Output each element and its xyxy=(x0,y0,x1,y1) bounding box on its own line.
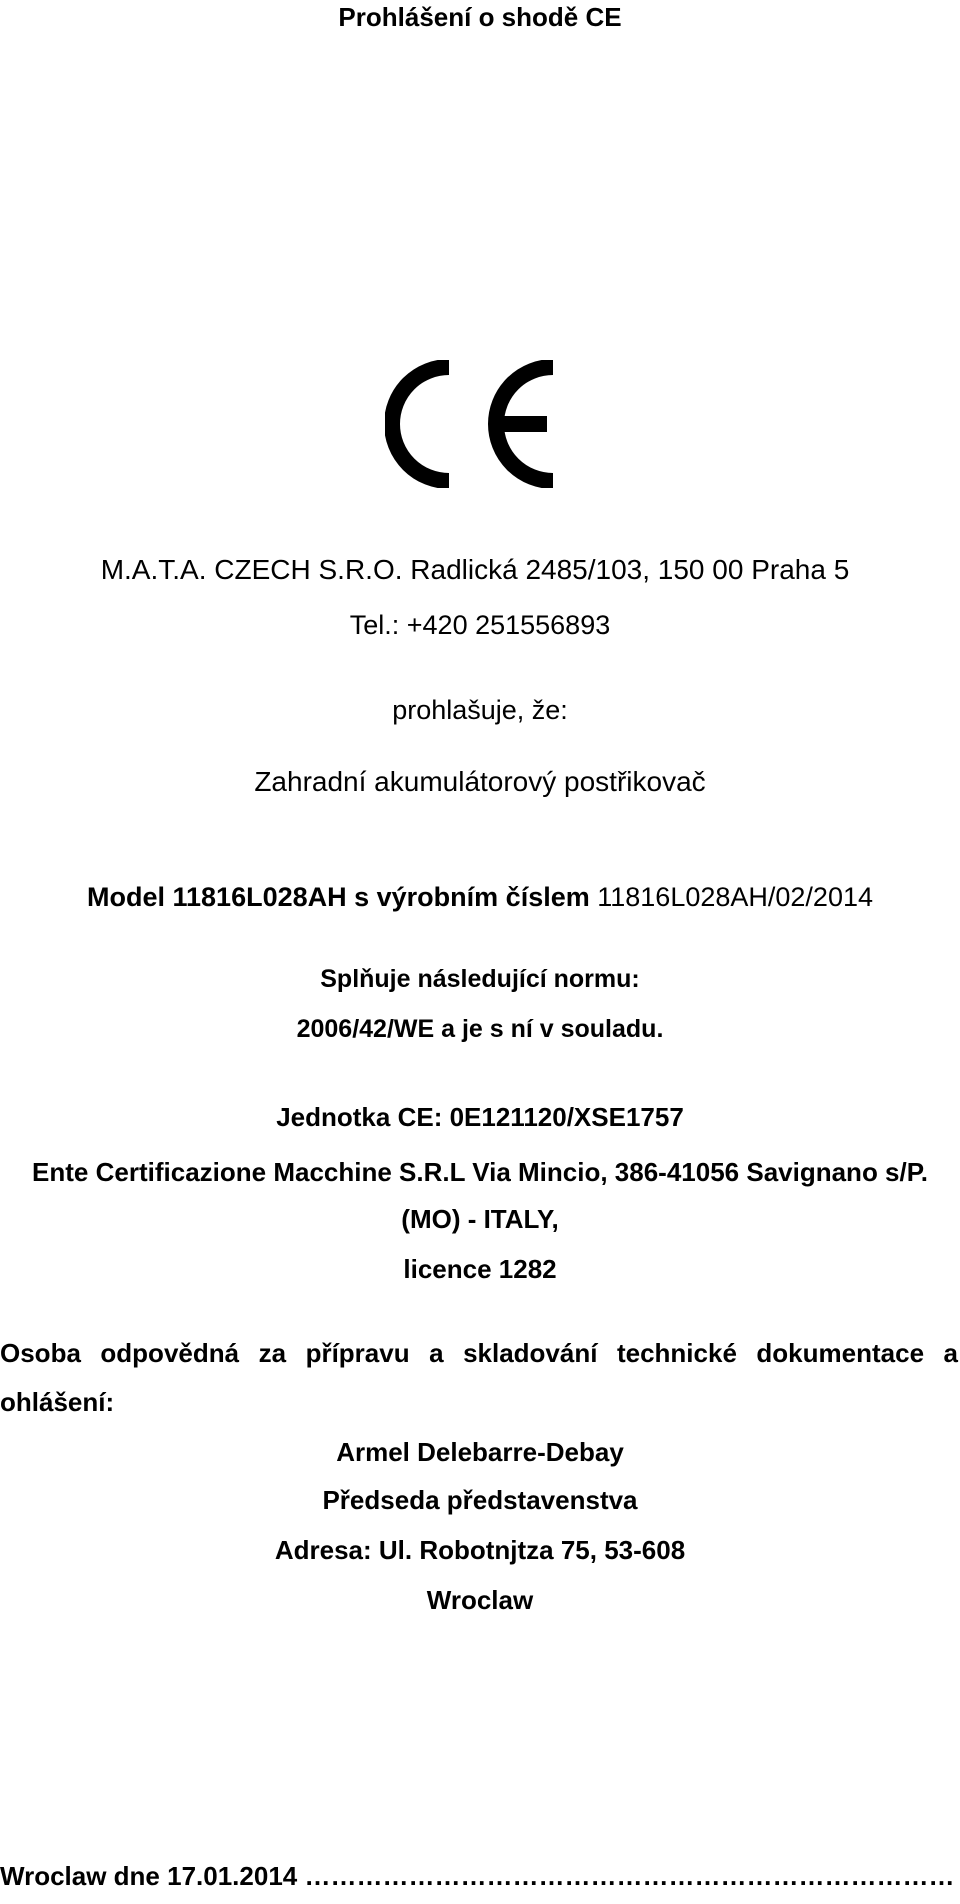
model-line xyxy=(0,884,960,911)
footer-place-date-line xyxy=(0,1863,954,1889)
responsible-line-1: Osoba odpovědná za přípravu a skladování technické dokumentace a xyxy=(0,1338,958,1368)
company-phone: Tel.: +420 251556893 xyxy=(349,610,611,640)
norm-line-1: Splňuje následující normu: xyxy=(320,965,640,993)
norm-line-2: 2006/42/WE a je s ní v souladu. xyxy=(296,1015,664,1043)
company-address: M.A.T.A. CZECH S.R.O. Radlická 2485/103, 150 00 Praha 5 xyxy=(100,554,850,585)
certifier-line-1: Ente Certificazione Macchine S.R.L Via Mincio, 386-41056 Savignano s/P. xyxy=(32,1157,928,1187)
person-role: Předseda představenstva xyxy=(322,1485,638,1515)
footer-signature-dots: ………………………………………………………………… xyxy=(304,1861,955,1891)
document-title: Prohlášení o shodě CE xyxy=(338,2,622,32)
responsible-line-2: ohlášení: xyxy=(0,1387,115,1417)
person-name: Armel Delebarre-Debay xyxy=(336,1437,624,1467)
product-name: Zahradní akumulátorový postřikovač xyxy=(254,766,706,797)
model-label: Model 11816L028AH s výrobním číslem xyxy=(87,882,590,912)
certifier-line-2: (MO) - ITALY, xyxy=(401,1204,559,1234)
ce-mark-logo xyxy=(385,360,565,488)
person-city: Wroclaw xyxy=(426,1585,534,1615)
licence: licence 1282 xyxy=(403,1254,557,1284)
person-address: Adresa: Ul. Robotnjtza 75, 53-608 xyxy=(274,1535,686,1565)
serial-number: 11816L028AH/02/2014 xyxy=(597,882,873,912)
declares-statement: prohlašuje, že: xyxy=(392,695,568,725)
footer-place-date: Wroclaw dne 17.01.2014 xyxy=(0,1861,298,1891)
ce-unit: Jednotka CE: 0E121120/XSE1757 xyxy=(276,1102,684,1132)
